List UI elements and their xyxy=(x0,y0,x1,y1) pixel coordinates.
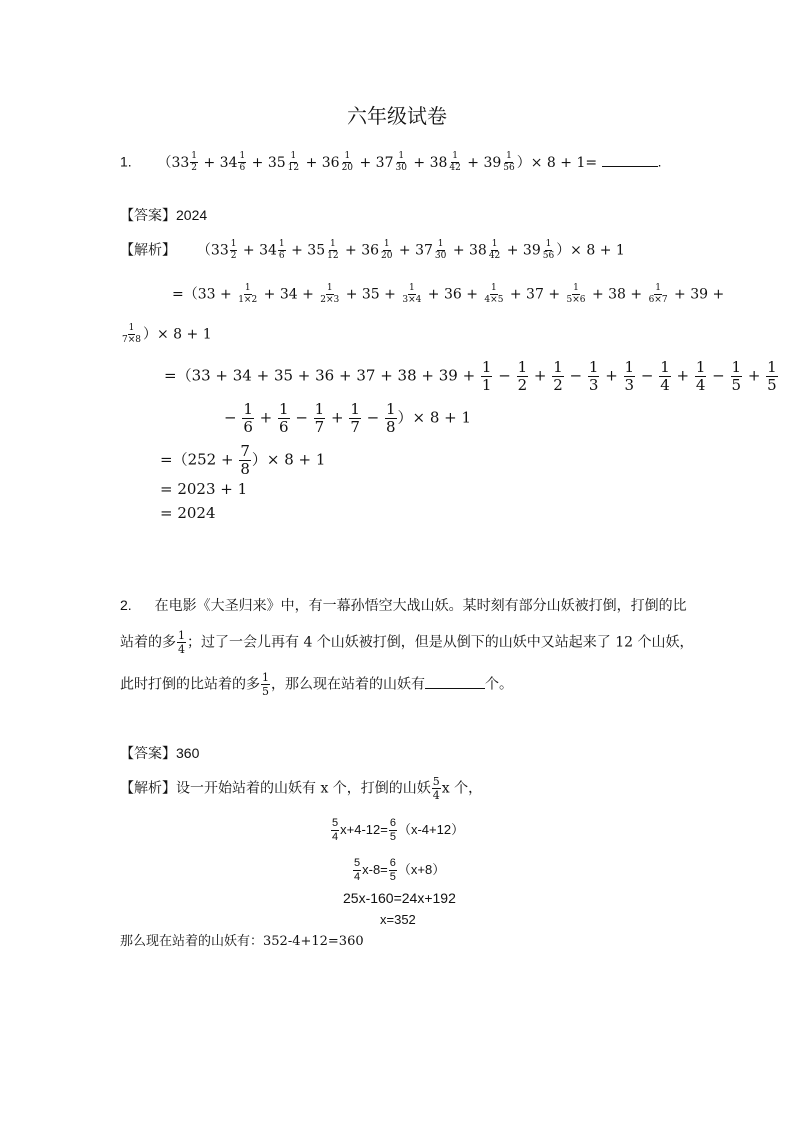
question-2-line-2: 站着的多 $\frac{1}{4}$ ；过了一会儿再有 4 个山妖被打倒，但是从倒下的山妖中又站起来了 12 个山妖， xyxy=(120,629,694,656)
question-number: 2. xyxy=(120,597,132,613)
analysis-1-line-1: 【解析】 （33 $\frac{1}{2}$ + 34 $\frac{1}{6}$ + 35 $\frac{1}{12}$ + 36 $\frac{1}{20}$ + 37 $\frac{1}{30}$ + 38 $\frac{1}{42}$ + 39 $\frac{1}{56}$ ）× 8 + 1 xyxy=(120,239,625,261)
question-2-line-3: 此时打倒的比站着的多 $\frac{1}{5}$ ，那么现在站着的山妖有 个。 xyxy=(120,671,513,698)
analysis-1-line-2: =（33 + $\frac{1}{1\times 2}$ + 34 + $\frac{1}{2\times 3}$ + 35 + $\frac{1}{3\times 4}$ + 36 + $\frac{1}{4\times 5}$ + 37 + $\frac{1}{5\times 6}$ + 38 + $\frac{1}{6\times 7}$ + 39 + xyxy=(172,283,725,305)
answer-blank[interactable] xyxy=(602,154,658,167)
equation-3: 25x-160=24x+192 xyxy=(343,890,456,906)
q1-expression: （33 $\frac{1}{2}$ + 34 $\frac{1}{6}$ + 35 $\frac{1}{12}$ + 36 $\frac{1}{20}$ + 37 $\frac{1}{30}$ + 38 $\frac{1}{42}$ + 39 $\frac{1}{56}$ ）× 8 + 1= xyxy=(157,151,598,173)
answer-value: 360 xyxy=(176,745,200,761)
analysis-1-line-6: =（252 + $\frac{7}{8}$ ）× 8 + 1 xyxy=(160,442,326,478)
answer-2: 【答案】360 xyxy=(120,745,200,762)
answer-value: 2024 xyxy=(176,207,208,223)
page-title: 六年级试卷 xyxy=(347,104,447,128)
equation-1: $\frac{5}{4}$ x+4-12= $\frac{6}{5}$ （x-4+12） xyxy=(332,817,465,843)
analysis-1-line-4: =（33 + 34 + 35 + 36 + 37 + 38 + 39 + $\frac{1}{1}$ − $\frac{1}{2}$ + $\frac{1}{2}$ − $\frac{1}{3}$ + $\frac{1}{3}$ − $\frac{1}{4}$ + $\frac{1}{4}$ − $\frac{1}{5}$ + $\frac{1}{5}$ xyxy=(164,358,777,394)
answer-blank[interactable] xyxy=(425,676,485,689)
analysis-2-final: 那么现在站着的山妖有：352-4+12=360 xyxy=(120,934,364,949)
question-number: 1. xyxy=(120,153,132,170)
analysis-1-line-5: − $\frac{1}{6}$ + $\frac{1}{6}$ − $\frac{1}{7}$ + $\frac{1}{7}$ − $\frac{1}{8}$ ）× 8 + 1 xyxy=(224,400,472,436)
question-2-line-1: 2. 在电影《大圣归来》中，有一幕孙悟空大战山妖。某时刻有部分山妖被打倒，打倒的比 xyxy=(120,597,687,614)
equation-4: x=352 xyxy=(380,912,416,927)
question-1: 1. （33 $\frac{1}{2}$ + 34 $\frac{1}{6}$ + 35 $\frac{1}{12}$ + 36 $\frac{1}{20}$ + 37 $\frac{1}{30}$ + 38 $\frac{1}{42}$ + 39 $\frac{1}{56}$ ）× 8 + 1= . xyxy=(120,151,662,173)
equation-2: $\frac{5}{4}$ x-8= $\frac{6}{5}$ （x+8） xyxy=(354,857,446,883)
analysis-2-line-1: 【解析】设一开始站着的山妖有 x 个，打倒的山妖 $\frac{5}{4}$ x 个， xyxy=(120,775,483,802)
answer-1: 【答案】2024 xyxy=(120,207,208,224)
analysis-1-line-8: = 2024 xyxy=(160,504,216,522)
analysis-1-line-7: = 2023 + 1 xyxy=(160,480,248,498)
analysis-1-line-3: $\frac{1}{7\times 8}$ ）× 8 + 1 xyxy=(122,323,212,345)
